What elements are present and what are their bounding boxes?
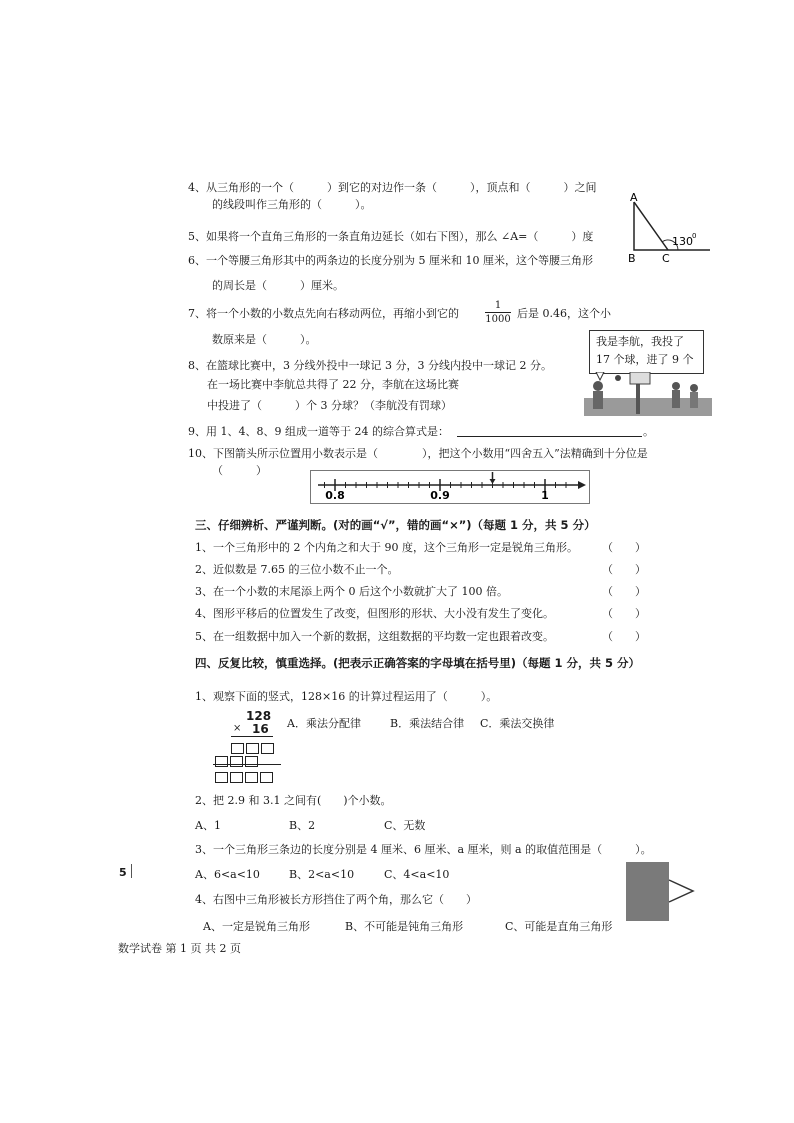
section3-item-2: 2、近似数是 7.65 的三位小数不止一个。: [195, 563, 399, 576]
player-body: [593, 391, 603, 409]
section3-item-5: 5、在一组数据中加入一个新的数据，这组数据的平均数一定也跟着改变。: [195, 630, 554, 643]
q10-line2: （ ）: [212, 464, 267, 477]
speech-bubble-line2: 17 个球，进了 9 个: [596, 353, 694, 366]
triangle-hypotenuse: [634, 202, 668, 250]
q7-after: 后是 0.46，这个小: [517, 307, 611, 320]
digit-box: [261, 743, 274, 754]
visible-triangle-corner: [669, 880, 693, 902]
q4-line2: 的线段叫作三角形的（ ）。: [212, 198, 372, 211]
angle-degree: 0: [692, 232, 697, 240]
tick-label-0.9: 0.9: [430, 489, 450, 502]
right-triangle-figure: [622, 190, 718, 264]
section4-q4-option-b[interactable]: B、不可能是钝角三角形: [345, 920, 464, 933]
q9-end: 。: [643, 425, 654, 438]
q9-answer-line: [457, 436, 642, 437]
section3-item-1: 1、一个三角形中的 2 个内角之和大于 90 度，这个三角形一定是锐角三角形。: [195, 541, 578, 554]
q6-line1: 6、一个等腰三角形其中的两条边的长度分别为 5 厘米和 10 厘米，这个等腰三角形: [188, 254, 593, 267]
section4-q1-option-c[interactable]: C．乘法交换律: [480, 717, 555, 730]
section3-answer-1[interactable]: （ ）: [602, 541, 646, 554]
q5-text: 5、如果将一个直角三角形的一条直角边延长（如右下图），那么 ∠A=（ ）度: [188, 230, 594, 243]
q8-line3: 中投进了（ ）个 3 分球？（李航没有罚球）: [207, 399, 452, 412]
q7-before: 7、将一个小数的小数点先向右移动两位，再缩小到它的: [188, 307, 459, 320]
q7-fraction-denominator: 1000: [485, 314, 511, 325]
section4-q2-option-a[interactable]: A、1: [195, 819, 221, 832]
section4-q1-option-a[interactable]: A．乘法分配律: [287, 717, 361, 730]
digit-box: [215, 772, 228, 783]
tick-label-0.8: 0.8: [325, 489, 345, 502]
ball-icon: [615, 375, 621, 381]
tick-label-1: 1: [541, 489, 549, 502]
vertical-row-3: [215, 767, 275, 786]
player2-head: [672, 382, 680, 390]
section3-answer-2[interactable]: （ ）: [602, 563, 646, 576]
section3-answer-4[interactable]: （ ）: [602, 607, 646, 620]
footer-page-info: 数学试卷 第 1 页 共 2 页: [118, 942, 241, 955]
speech-bubble: [589, 330, 704, 374]
section4-q2-text: 2、把 2.9 和 3.1 之间有( )个小数。: [195, 794, 392, 807]
section4-q4-option-c[interactable]: C、可能是直角三角形: [505, 920, 613, 933]
bubble-tail: [596, 372, 604, 380]
section4-q2-option-c[interactable]: C、无数: [384, 819, 426, 832]
angle-value: 130: [672, 235, 693, 248]
q7-line2: 数原来是（ ）。: [212, 333, 317, 346]
player3-head: [690, 384, 698, 392]
number-line: [310, 470, 590, 504]
section4-q4-option-a[interactable]: A、一定是锐角三角形: [203, 920, 310, 933]
vertical-multiplicand: 128: [246, 709, 272, 723]
player2-body: [672, 390, 680, 408]
q7-fraction-bar: [485, 312, 511, 313]
q6-line2: 的周长是（ ）厘米。: [212, 279, 344, 292]
vertical-rule-1: [231, 736, 273, 737]
vertex-b-label: B: [628, 252, 636, 264]
section4-q1-option-b[interactable]: B．乘法结合律: [390, 717, 465, 730]
section4-q2-option-b[interactable]: B、2: [289, 819, 316, 832]
vertical-multiplier: 16: [252, 722, 269, 736]
section3-item-3: 3、在一个小数的末尾添上两个 0 后这个小数就扩大了 100 倍。: [195, 585, 508, 598]
section4-q3-option-b[interactable]: B、2<a<10: [289, 868, 355, 881]
digit-box: [215, 756, 228, 767]
digit-box: [260, 772, 273, 783]
covering-rectangle: [626, 862, 669, 921]
section4-q3-option-a[interactable]: A、6<a<10: [195, 868, 260, 881]
section4-q1-text: 1、观察下面的竖式，128×16 的计算过程运用了（ ）。: [195, 690, 498, 703]
section4-q3-option-c[interactable]: C、4<a<10: [384, 868, 450, 881]
section3-answer-3[interactable]: （ ）: [602, 585, 646, 598]
digit-box: [245, 772, 258, 783]
vertex-c-label: C: [662, 252, 670, 264]
margin-mark-divider: [131, 864, 132, 878]
basketball-illustration: [584, 372, 712, 418]
section3-answer-5[interactable]: （ ）: [602, 630, 646, 643]
q8-line1: 8、在篮球比赛中，3 分线外投中一球记 3 分，3 分线内投中一球记 2 分。: [188, 359, 552, 372]
q10-line1: 10、下图箭头所示位置用小数表示是（ ），把这个小数用“四舍五入”法精确到十分位是: [188, 447, 648, 460]
digit-box: [245, 756, 258, 767]
q7-fraction: [483, 300, 513, 325]
margin-mark: 5: [119, 866, 127, 879]
section4-title: 四、反复比较，慎重选择。(把表示正确答案的字母填在括号里)（每题 1 分，共 5 分）: [195, 656, 641, 670]
vertical-times-sign: ×: [233, 723, 242, 734]
section3-item-4: 4、图形平移后的位置发生了改变，但图形的形状、大小没有发生了变化。: [195, 607, 554, 620]
vertex-a-label: A: [630, 191, 638, 204]
backboard: [630, 372, 650, 384]
digit-box: [230, 772, 243, 783]
position-arrow: [490, 472, 496, 484]
section4-q4-text: 4、右图中三角形被长方形挡住了两个角，那么它（ ）: [195, 893, 477, 906]
section3-title: 三、仔细辨析、严谨判断。(对的画“√”，错的画“×”)（每题 1 分，共 5 分）: [195, 518, 596, 532]
hidden-triangle-figure: [626, 862, 696, 922]
digit-box: [230, 756, 243, 767]
number-line-axis-arrow: [578, 481, 586, 489]
q7-fraction-numerator: 1: [494, 300, 502, 311]
section4-q3-text: 3、一个三角形三条边的长度分别是 4 厘米、6 厘米、a 厘米，则 a 的取值范围是（ ）。: [195, 843, 652, 856]
speech-bubble-line1: 我是李航，我投了: [596, 335, 684, 348]
player-head: [593, 381, 603, 391]
q9-text: 9、用 1、4、8、9 组成一道等于 24 的综合算式是：: [188, 425, 449, 438]
vertical-rule-2: [213, 764, 281, 765]
q8-line2: 在一场比赛中李航总共得了 22 分，李航在这场比赛: [207, 378, 459, 391]
q4-line1: 4、从三角形的一个（ ）到它的对边作一条（ ），顶点和（ ）之间: [188, 181, 597, 194]
player3-body: [690, 392, 698, 408]
